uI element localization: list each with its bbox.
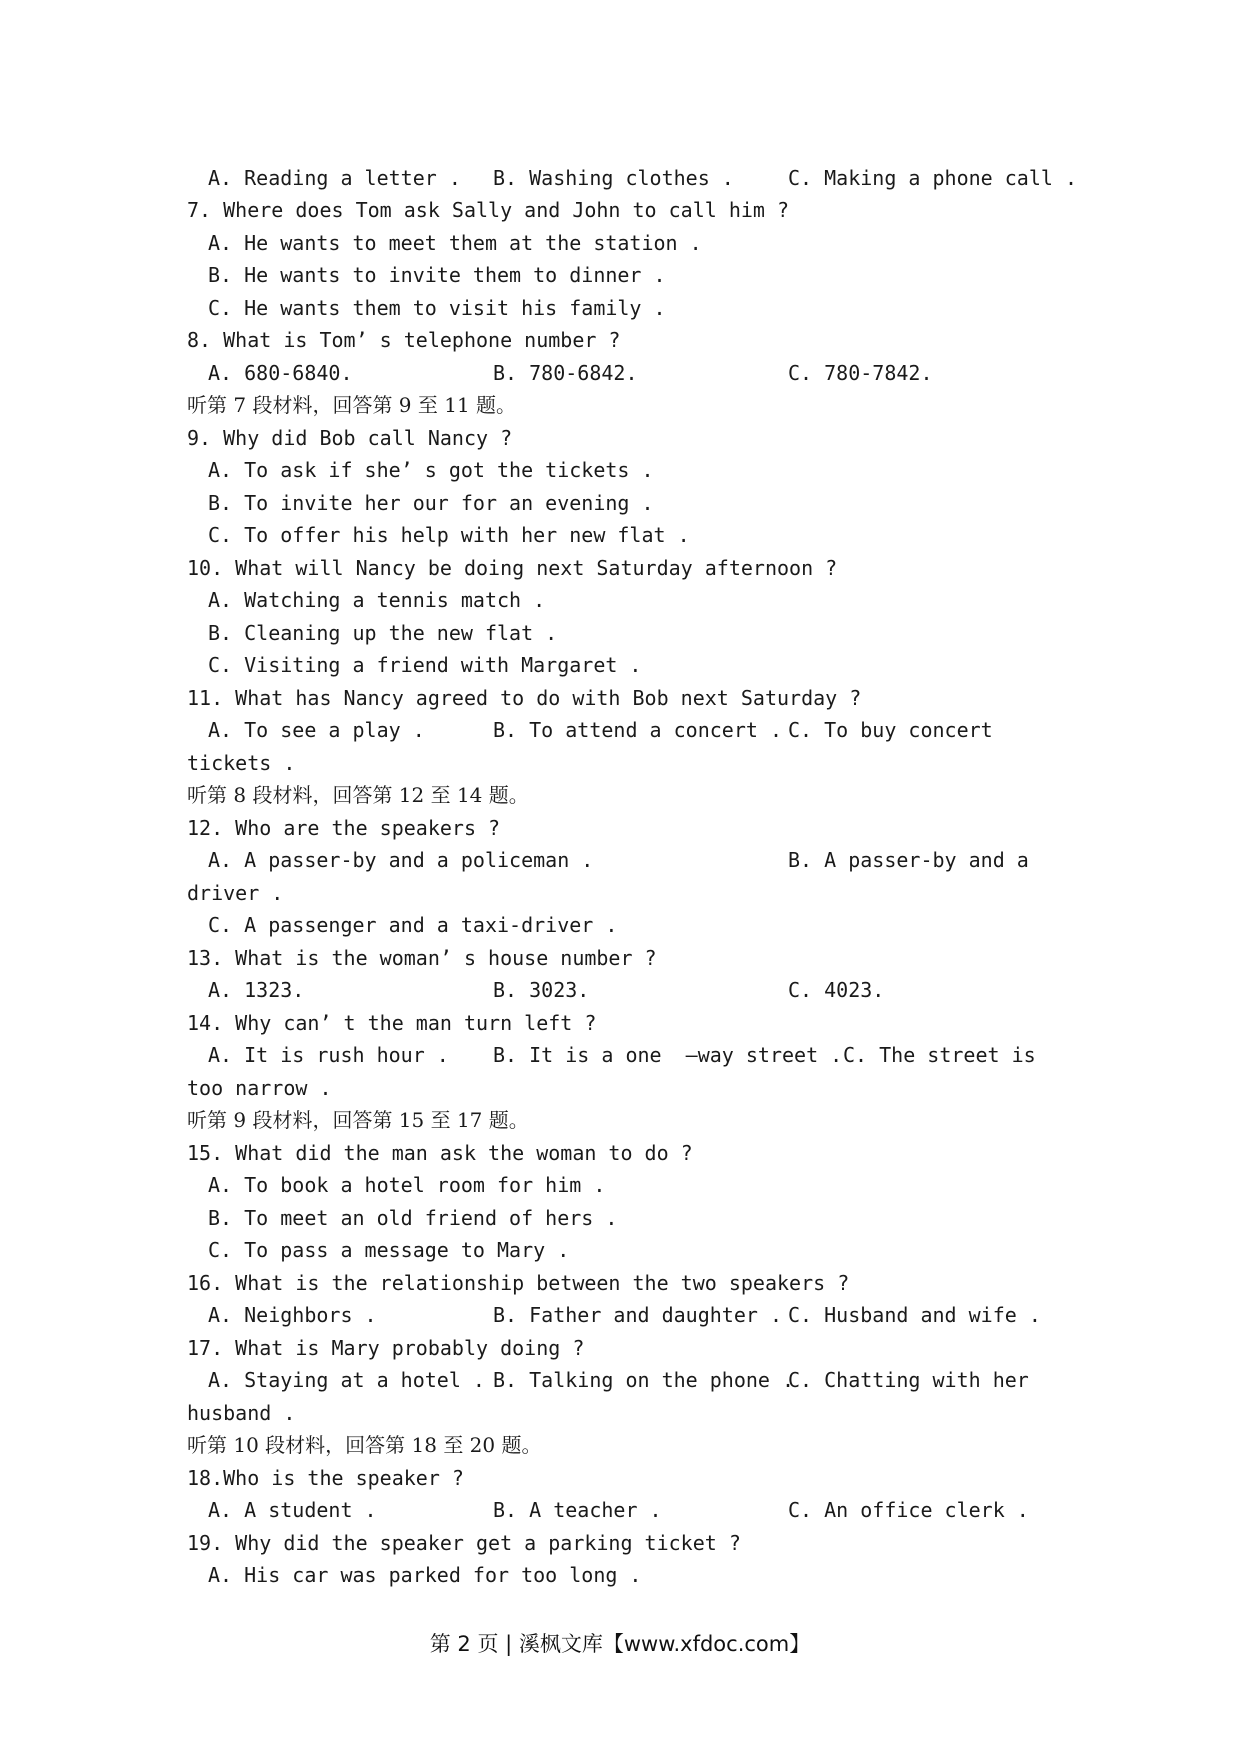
question-13: 13. What is the woman’ s house number ? [187,946,657,970]
section-heading-8: 听第 8 段材料，回答第 12 至 14 题。 [187,783,529,807]
q15-option-c: C. To pass a message to Mary . [208,1238,570,1262]
q7-option-a: A. He wants to meet them at the station . [208,231,702,255]
q13-option-c: C. 4023. [788,978,885,1002]
q8-option-b: B. 780-6842. [493,361,638,385]
q9-option-b: B. To invite her our for an evening . [208,491,654,515]
question-8: 8. What is Tom’ s telephone number ? [187,328,621,352]
q9-option-c: C. To offer his help with her new flat . [208,523,690,547]
q6-option-b: B. Washing clothes . [493,166,734,190]
question-17: 17. What is Mary probably doing ? [187,1336,585,1360]
q11-option-b: B. To attend a concert . [493,718,782,742]
q18-option-a: A. A student . [208,1498,377,1522]
section-heading-10: 听第 10 段材料，回答第 18 至 20 题。 [187,1433,542,1457]
q10-option-c: C. Visiting a friend with Margaret . [208,653,642,677]
question-9: 9. Why did Bob call Nancy ? [187,426,513,450]
q12-option-a: A. A passer-by and a policeman . [208,848,594,872]
q8-option-c: C. 780-7842. [788,361,933,385]
question-19: 19. Why did the speaker get a parking ticket ? [187,1531,741,1555]
q7-option-c: C. He wants them to visit his family . [208,296,666,320]
q8-option-a: A. 680-6840. [208,361,353,385]
q14-option-c-wrap: too narrow . [187,1076,332,1100]
q16-option-a: A. Neighbors . [208,1303,377,1327]
question-18: 18.Who is the speaker ? [187,1466,464,1490]
q14-option-a: A. It is rush hour . [208,1043,449,1067]
question-11: 11. What has Nancy agreed to do with Bob next Saturday ? [187,686,862,710]
q12-option-c: C. A passenger and a taxi-driver . [208,913,618,937]
q17-option-b: B. Talking on the phone . [493,1368,795,1392]
question-16: 16. What is the relationship between the two speakers ? [187,1271,850,1295]
q10-option-b: B. Cleaning up the new flat . [208,621,558,645]
section-heading-7: 听第 7 段材料，回答第 9 至 11 题。 [187,393,517,417]
q10-option-a: A. Watching a tennis match . [208,588,546,612]
q16-option-b: B. Father and daughter . [493,1303,782,1327]
q19-option-a: A. His car was parked for too long . [208,1563,642,1587]
page-footer: 第 2 页 | 溪枫文库【www.xfdoc.com】 [429,1632,811,1656]
q18-option-c: C. An office clerk . [788,1498,1029,1522]
q13-option-a: A. 1323. [208,978,305,1002]
q16-option-c: C. Husband and wife . [788,1303,1041,1327]
q14-option-c: C. The street is [843,1043,1036,1067]
q17-option-c: C. Chatting with her [788,1368,1029,1392]
q17-option-a: A. Staying at a hotel . [208,1368,485,1392]
q12-option-b-wrap: driver . [187,881,284,905]
q14-option-b: B. It is a one –way street . [493,1043,843,1067]
question-12: 12. Who are the speakers ? [187,816,501,840]
question-15: 15. What did the man ask the woman to do ? [187,1141,693,1165]
q6-option-a: A. Reading a letter . [208,166,461,190]
section-heading-9: 听第 9 段材料，回答第 15 至 17 题。 [187,1108,529,1132]
q13-option-b: B. 3023. [493,978,590,1002]
q12-option-b: B. A passer-by and a [788,848,1029,872]
q11-option-c-wrap: tickets . [187,751,296,775]
q7-option-b: B. He wants to invite them to dinner . [208,263,666,287]
question-7: 7. Where does Tom ask Sally and John to call him ? [187,198,790,222]
question-10: 10. What will Nancy be doing next Saturday afternoon ? [187,556,838,580]
q11-option-c: C. To buy concert [788,718,993,742]
q15-option-b: B. To meet an old friend of hers . [208,1206,618,1230]
q6-option-c: C. Making a phone call . [788,166,1077,190]
q11-option-a: A. To see a play . [208,718,425,742]
q15-option-a: A. To book a hotel room for him . [208,1173,606,1197]
question-14: 14. Why can’ t the man turn left ? [187,1011,597,1035]
q9-option-a: A. To ask if she’ s got the tickets . [208,458,654,482]
q17-option-c-wrap: husband . [187,1401,296,1425]
q18-option-b: B. A teacher . [493,1498,662,1522]
